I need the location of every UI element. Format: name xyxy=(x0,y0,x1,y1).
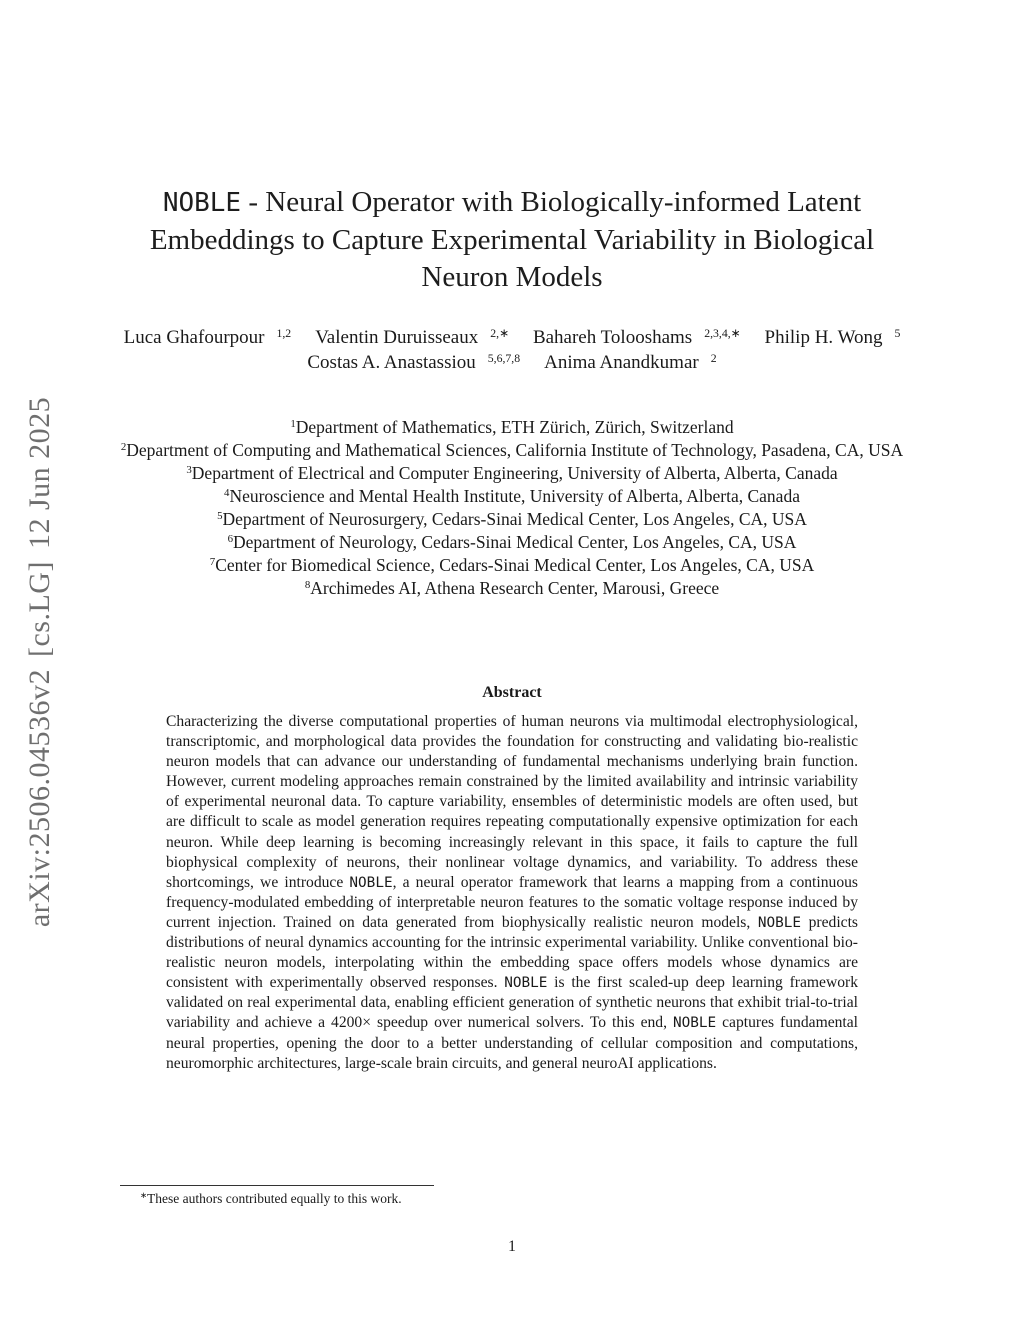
affiliation: $^5$Department of Neurosurgery, Cedars-Sinai Medical Center, Los Angeles, CA, USA xyxy=(217,509,807,529)
affiliation: $^2$Department of Computing and Mathematical Sciences, California Institute of Technology, Pasadena, CA, USA xyxy=(120,440,904,460)
footnote: ∗These authors contributed equally to this work. xyxy=(140,1191,402,1206)
affiliation-list xyxy=(110,416,914,600)
author: Valentin Duruisseaux $^{2,∗}$ xyxy=(315,326,509,348)
abstract-heading: Abstract xyxy=(482,684,542,701)
author: Bahareh Tolooshams $^{2,3,4,∗}$ xyxy=(532,326,741,348)
author-list xyxy=(110,325,914,375)
arxiv-category: [cs.LG] xyxy=(23,561,56,658)
author: Anima Anandkumar $^2$ xyxy=(544,351,717,373)
noble-acronym: NOBLE xyxy=(757,914,802,931)
author-row xyxy=(110,350,914,375)
noble-acronym: NOBLE xyxy=(672,1015,717,1032)
title-text: - Neural Operator with Biologically-informed Latent Embeddings to Capture Experimental Variability in Biological Neuron Models xyxy=(149,186,875,293)
noble-acronym: NOBLE xyxy=(504,975,548,992)
author: Costas A. Anastassiou $^{5,6,7,8}$ xyxy=(307,351,521,373)
abstract-text: Characterizing the diverse computational properties of human neurons via multimodal electrophysiological, transcriptomic, and morphological data provides the foundation for constructing and validating bio-realistic neuron models that can advance our understanding of fundamental mechanisms underlying brain function. However, current modeling approaches remain constrained by the limited availability and intrinsic variability of experimental neuronal data. To capture variability, ensembles of deterministic models are often used, but are difficult to scale as model generation requires repeating computationally expensive optimization for each neuron. While deep learning is becoming increasingly relevant in this space, it fails to capture the full biophysical complexity of neurons, their nonlinear voltage dynamics, and variability. To address these shortcomings, we introduce NOBLE, a neural operator framework that learns a mapping from a continuous frequency-modulated embedding of interpretable neuron features to the somatic voltage response induced by current injection. Trained on data generated from biophysically realistic neuron models, NOBLE predicts distributions of neural dynamics accounting for the intrinsic experimental variability. Unlike conventional bio-realistic neuron models, interpolating within the embedding space offers models whose dynamics are consistent with experimentally observed responses. NOBLE is the first scaled-up deep learning framework validated on real experimental data, enabling efficient generation of synthetic neurons that exhibit trial-to-trial variability and achieve a 4200× speedup over numerical solvers. To this end, NOBLE captures fundamental neural properties, opening the door to a better understanding of cellular composition and computations, neuromorphic architectures, large-scale brain circuits, and general neuroAI applications. xyxy=(166,713,858,1072)
affiliation: $^1$Department of Mathematics, ETH Zürich, Zürich, Switzerland xyxy=(290,417,734,437)
author: Luca Ghafourpour $^{1,2}$ xyxy=(123,326,292,348)
author-row xyxy=(110,325,914,350)
affiliation: $^8$Archimedes AI, Athena Research Center, Marousi, Greece xyxy=(304,578,720,598)
arxiv-id: arXiv:2506.04536v2 xyxy=(23,669,56,928)
affiliation: $^6$Department of Neurology, Cedars-Sinai Medical Center, Los Angeles, CA, USA xyxy=(227,532,797,552)
affiliation: $^4$Neuroscience and Mental Health Institute, University of Alberta, Alberta, Canada xyxy=(224,486,800,506)
arxiv-date: 12 Jun 2025 xyxy=(23,396,56,550)
title-acronym: NOBLE xyxy=(162,188,242,218)
page-number: 1 xyxy=(508,1238,516,1255)
affiliation: $^3$Department of Electrical and Computer Engineering, University of Alberta, Alberta, Canada xyxy=(186,463,838,483)
arxiv-identifier-stamp xyxy=(23,391,57,933)
footnote-rule xyxy=(120,1185,434,1186)
noble-acronym: NOBLE xyxy=(349,874,393,891)
author: Philip H. Wong $^5$ xyxy=(764,326,901,348)
affiliation: $^7$Center for Biomedical Science, Cedars-Sinai Medical Center, Los Angeles, CA, USA xyxy=(209,555,815,575)
paper-title xyxy=(110,184,914,296)
